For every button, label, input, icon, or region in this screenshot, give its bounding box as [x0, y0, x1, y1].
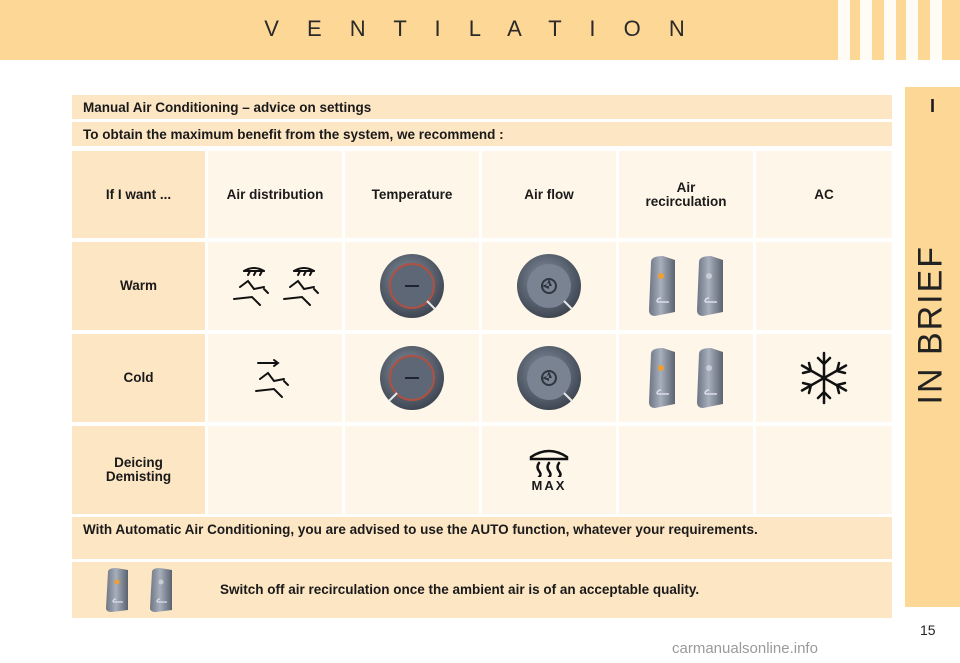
warm-air-flow-knob [482, 242, 616, 330]
automatic-note: With Automatic Air Conditioning, you are advised to use the AUTO function, whatever your requirements. [83, 522, 758, 537]
deicing-air-flow [482, 426, 616, 514]
windscreen-demist-icon [527, 447, 571, 477]
fan-knob-icon [514, 343, 584, 413]
automatic-note-bar [72, 517, 892, 559]
recommend-text: To obtain the maximum benefit from the system, we recommend : [83, 127, 504, 142]
temperature-knob-icon [377, 251, 447, 321]
recirculation-buttons-icon [102, 566, 182, 614]
cold-temperature-knob [345, 334, 479, 422]
cold-air-distribution [208, 334, 342, 422]
section-label: IN BRIEF [911, 244, 950, 405]
column-header-if-i-want: If I want ... [72, 151, 205, 238]
advice-heading: Manual Air Conditioning – advice on settings [83, 100, 372, 115]
warm-ac [756, 242, 892, 330]
warm-temperature-knob [345, 242, 479, 330]
temperature-knob-icon [377, 343, 447, 413]
row-label-deicing: Deicing Demisting [72, 426, 205, 514]
face-vent-icon [250, 353, 300, 403]
page-number: 15 [920, 622, 936, 638]
page-header [0, 0, 960, 60]
watermark: carmanualsonline.info [672, 640, 818, 657]
row-label-warm: Warm [72, 242, 205, 330]
cold-ac [756, 334, 892, 422]
cold-air-flow-knob [482, 334, 616, 422]
warm-recirculation-buttons [619, 242, 753, 330]
advice-heading-bar [72, 95, 892, 119]
defrost-foot-icon [220, 261, 330, 311]
recommend-bar [72, 122, 892, 146]
deicing-recirculation [619, 426, 753, 514]
cold-recirculation-buttons [619, 334, 753, 422]
switch-off-note-bar [72, 562, 892, 618]
section-number: I [929, 96, 935, 116]
deicing-air-distribution [208, 426, 342, 514]
snowflake-icon [796, 350, 852, 406]
column-header-air-flow: Air flow [482, 151, 616, 238]
column-header-air-distribution: Air distribution [208, 151, 342, 238]
recirculation-buttons-icon [641, 254, 731, 318]
column-header-air-recirculation: Air recirculation [619, 151, 753, 238]
recirculation-buttons-icon [641, 346, 731, 410]
deicing-ac [756, 426, 892, 514]
row-label-cold: Cold [72, 334, 205, 422]
max-label: MAX [531, 478, 567, 493]
fan-knob-icon [514, 251, 584, 321]
warm-air-distribution [208, 242, 342, 330]
switch-off-note: Switch off air recirculation once the ambient air is of an acceptable quality. [220, 582, 700, 597]
column-header-ac: AC [756, 151, 892, 238]
column-header-temperature: Temperature [345, 151, 479, 238]
deicing-temperature [345, 426, 479, 514]
page-title: V E N T I L A T I O N [264, 16, 696, 41]
